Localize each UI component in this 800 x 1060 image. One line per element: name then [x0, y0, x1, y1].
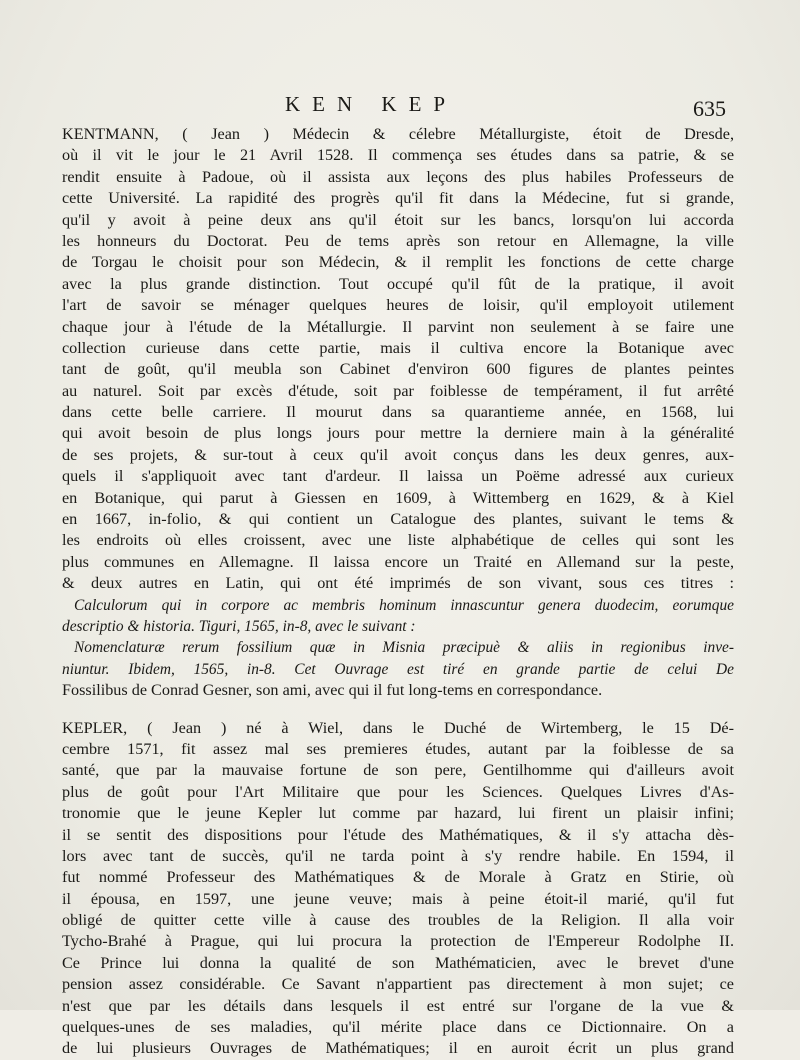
- text-line: au naturel. Soit par excès d'étude, soit par foiblesse de tempérament, il fut arrêté: [62, 381, 734, 400]
- text-line: fut nommé Professeur des Mathématiques & de Morale à Gratz en Stirie, où: [62, 868, 734, 887]
- text-line: santé, que par la mauvaise fortune de son pere, Gentilhomme qui d'ailleurs avoit: [62, 761, 734, 780]
- text-line: qu'il y avoit à peine deux ans qu'il étoit sur les bancs, lorsqu'on lui accorda: [62, 210, 734, 229]
- text-line: en 1667, in-folio, & qui contient un Catalogue des plantes, suivant le tems &: [62, 510, 734, 529]
- text-line: il épousa, en 1597, une jeune veuve; mais à peine étoit-il marié, qu'il fut: [62, 889, 734, 908]
- text-line: KENTMANN, ( Jean ) Médecin & célebre Métallurgiste, étoit de Dresde,: [62, 125, 734, 143]
- page-number: 635: [693, 96, 726, 121]
- text-line: descriptio & historia. Tiguri, 1565, in-8, avec le suivant :: [62, 617, 416, 635]
- body-text: [62, 124, 734, 1060]
- entry-kentmann: [62, 124, 734, 702]
- text-line: plus de goût pour l'Art Militaire que pour les Sciences. Quelques Livres d'As-: [62, 782, 734, 801]
- text-line: quels il s'appliquoit avec tant d'ardeur. Il laissa un Poëme adressé aux curieux: [62, 467, 734, 486]
- text-line: chaque jour à l'étude de la Métallurgie. Il parvint non seulement à se faire une: [62, 317, 734, 336]
- text-line: l'art de savoir se ménager quelques heures de loisir, qu'il employoit utilement: [62, 296, 734, 315]
- text-line: où il vit le jour le 21 Avril 1528. Il commença ses études dans sa patrie, & se: [62, 146, 734, 165]
- text-line: plus communes en Allemagne. Il laissa encore un Traité en Allemand sur la peste,: [62, 552, 734, 571]
- text-line: Ce Prince lui donna la qualité de son Mathématicien, avec le brevet d'une: [62, 953, 734, 972]
- text-line: Nomenclaturæ rerum fossilium quæ in Misnia præcipuè & aliis in regionibus inve-: [74, 639, 734, 657]
- text-line: tant de goût, qu'il meubla son Cabinet d'environ 600 figures de plantes peintes: [62, 360, 734, 379]
- entry-kepler: [62, 718, 734, 1060]
- text-line: cette Université. La rapidité des progrès qu'il fit dans la Médecine, fut si grande,: [62, 189, 734, 208]
- text-line: il se sentit des dispositions pour l'étude des Mathématiques, & il s'y attacha dès-: [62, 825, 734, 844]
- text-line: Tycho-Brahé à Prague, qui lui procura la protection de l'Empereur Rodolphe II.: [62, 932, 734, 951]
- text-line: de lui plusieurs Ouvrages de Mathématiques; il en auroit écrit un plus grand: [62, 1039, 734, 1058]
- text-line: obligé de quitter cette ville à cause des troubles de la Religion. Il alla voir: [62, 911, 734, 930]
- text-line: lors avec tant de succès, qu'il ne tarda point à s'y rendre habile. En 1594, il: [62, 846, 734, 865]
- text-line: tronomie que le jeune Kepler lut comme par hazard, lui firent un plaisir infini;: [62, 804, 734, 823]
- text-line: en Botanique, qui parut à Giessen en 1609, à Wittemberg en 1629, & à Kiel: [62, 488, 734, 507]
- text-line: pension assez considérable. Ce Savant n'appartient pas directement à mon sujet; ce: [62, 975, 734, 994]
- text-line: qui avoit besoin de plus longs jours pour mettre la derniere main à la généralité: [62, 424, 734, 443]
- text-line: cembre 1571, fit assez mal ses premieres études, autant par la foiblesse de sa: [62, 739, 734, 758]
- text-line: Calculorum qui in corpore ac membris hominum innascuntur genera duodecim, eorumque: [74, 596, 734, 614]
- text-line: les endroits où elles croissent, avec une liste alphabétique de celles qui sont les: [62, 531, 734, 550]
- text-line: rendit ensuite à Padoue, où il assista aux leçons des plus habiles Professeurs de: [62, 167, 734, 186]
- text-line: n'est que par les détails dans lesquels il est entré sur l'organe de la vue &: [62, 996, 734, 1015]
- entry-gap: [62, 702, 734, 718]
- text-line: avec la plus grande distinction. Tout occupé qu'il fût de la pratique, il avoit: [62, 274, 734, 293]
- text-line: KEPLER, ( Jean ) né à Wiel, dans le Duché de Wirtemberg, le 15 Dé-: [62, 718, 734, 737]
- text-line: dans cette belle carriere. Il mourut dans sa quarantieme année, en 1568, lui: [62, 403, 734, 422]
- text-line: de ses projets, & sur-tout à ceux qu'il avoit conçus dans les deux genres, aux-: [62, 445, 734, 464]
- running-head: [0, 92, 800, 122]
- text-line: niuntur. Ibidem, 1565, in-8. Cet Ouvrage est tiré en grande partie de celui De: [62, 660, 734, 678]
- text-line: Fossilibus de Conrad Gesner, son ami, avec qui il fut long-tems en correspondance.: [62, 681, 603, 700]
- running-title: KEN KEP: [285, 92, 458, 116]
- text-line: de Torgau le choisit pour son Médecin, & il remplit les fonctions de cette charge: [62, 253, 734, 272]
- text-line: collection curieuse dans cette partie, mais il cultiva encore la Botanique avec: [62, 338, 734, 357]
- text-line: & deux autres en Latin, qui ont été imprimés de son vivant, sous ces titres :: [62, 574, 734, 593]
- text-line: les honneurs du Doctorat. Peu de tems après son retour en Allemagne, la ville: [62, 231, 734, 250]
- text-line: quelques-unes de ses maladies, qu'il mérite place dans ce Dictionnaire. On a: [62, 1018, 734, 1037]
